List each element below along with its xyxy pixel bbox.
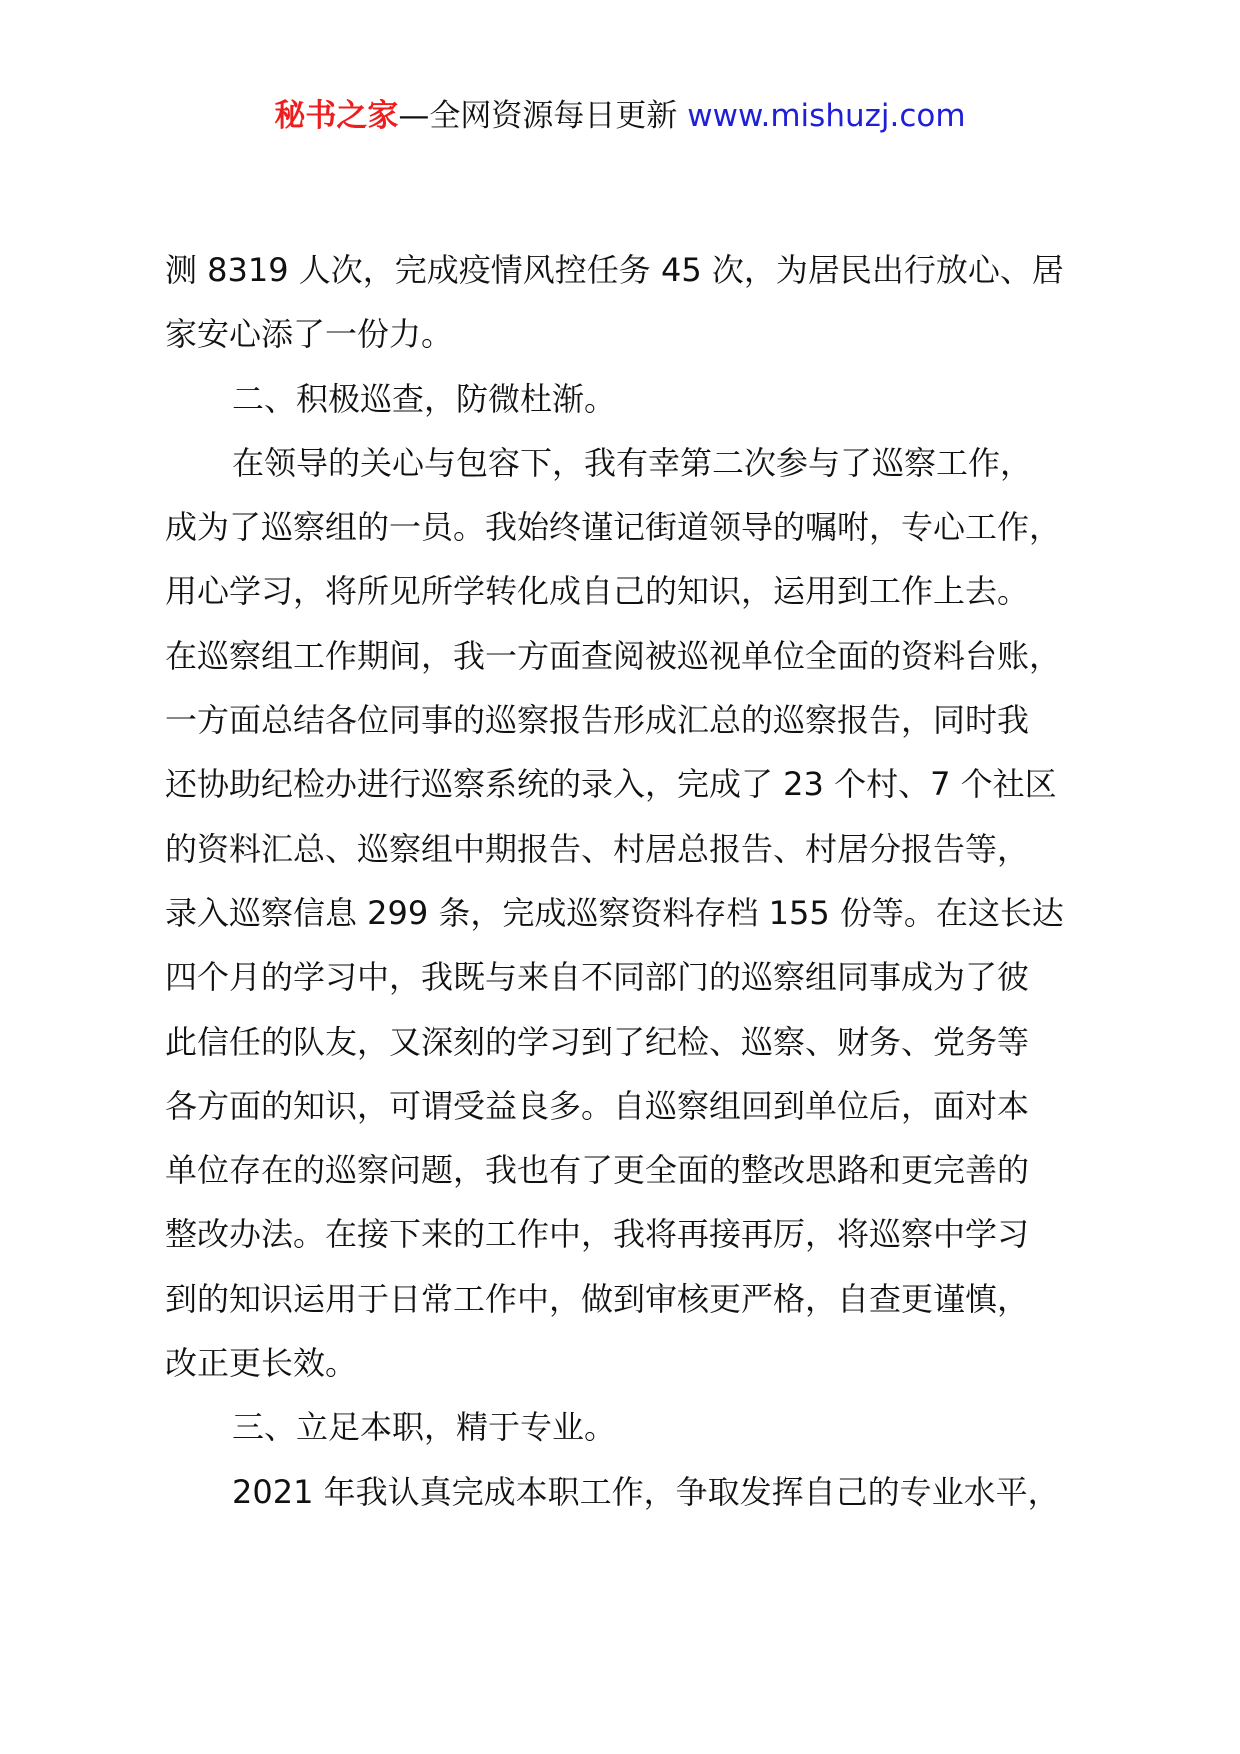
body-line: 改正更长效。 <box>165 1344 358 1383</box>
body-line: 用心学习，将所见所学转化成自己的知识，运用到工作上去。 <box>165 572 1030 611</box>
body-line: 成为了巡察组的一员。我始终谨记街道领导的嘱咐，专心工作， <box>165 508 1062 547</box>
body-line: 整改办法。在接下来的工作中，我将再接再厉，将巡察中学习 <box>165 1215 1030 1254</box>
body-line: 的资料汇总、巡察组中期报告、村居总报告、村居分报告等， <box>165 829 1030 868</box>
body-line: 录入巡察信息 299 条，完成巡察资料存档 155 份等。在这长达 <box>165 893 1064 932</box>
body-line: 还协助纪检办进行巡察系统的录入，完成了 23 个村、7 个社区 <box>165 765 1057 804</box>
body-line: 此信任的队友，又深刻的学习到了纪检、巡察、财务、党务等 <box>165 1022 1030 1061</box>
body-line: 测 8319 人次，完成疫情风控任务 45 次，为居民出行放心、居 <box>165 251 1064 289</box>
body-line: 单位存在的巡察问题，我也有了更全面的整改思路和更完善的 <box>165 1151 1030 1190</box>
section-heading: 二、积极巡查，防微杜渐。 <box>232 379 617 418</box>
site-brand: 秘书之家 <box>274 98 399 134</box>
body-line: 到的知识运用于日常工作中，做到审核更严格，自查更谨慎， <box>165 1279 1030 1318</box>
section-heading: 三、立足本职，精于专业。 <box>232 1408 617 1447</box>
body-line: 家安心添了一份力。 <box>165 315 454 354</box>
document-body <box>165 238 1115 1524</box>
site-header <box>0 96 1240 136</box>
body-line: 一方面总结各位同事的巡察报告形成汇总的巡察报告，同时我 <box>165 701 1030 740</box>
body-line: 在领导的关心与包容下，我有幸第二次参与了巡察工作， <box>232 443 1033 482</box>
body-line: 各方面的知识，可谓受益良多。自巡察组回到单位后，面对本 <box>165 1086 1030 1125</box>
body-line: 四个月的学习中，我既与来自不同部门的巡察组同事成为了彼 <box>165 958 1030 997</box>
site-url-link[interactable]: www.mishuzj.com <box>687 98 966 134</box>
body-line: 2021 年我认真完成本职工作，争取发挥自己的专业水平， <box>232 1472 1060 1511</box>
body-line: 在巡察组工作期间，我一方面查阅被巡视单位全面的资料台账， <box>165 636 1062 675</box>
site-tagline: —全网资源每日更新 <box>398 98 678 134</box>
